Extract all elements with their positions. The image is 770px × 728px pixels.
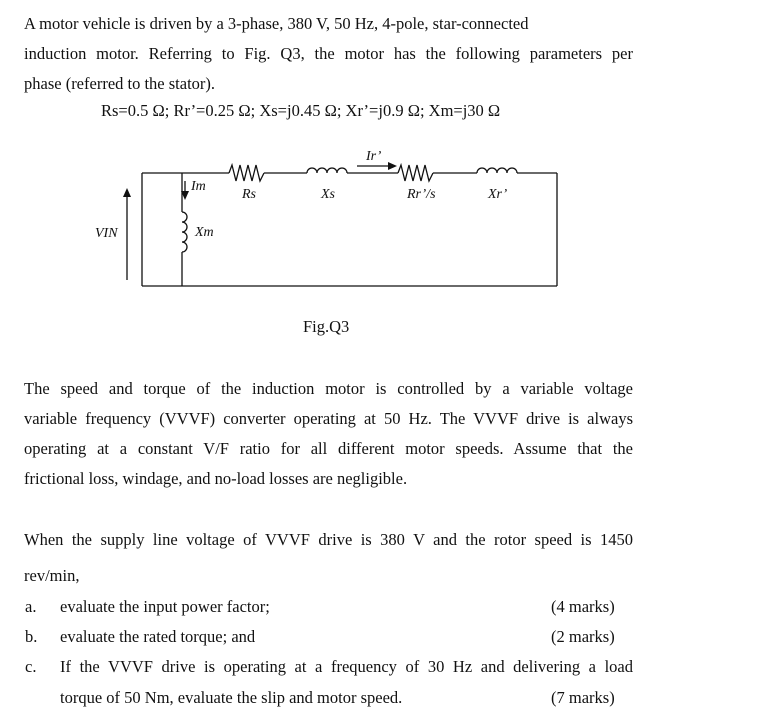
xr-inductor-icon — [477, 168, 517, 173]
xm-inductor-icon — [182, 212, 187, 252]
xr-label: Xr’ — [488, 187, 508, 202]
question-a-letter: a. — [25, 597, 37, 616]
speed-line-2: variable frequency (VVVF) converter operating at 50 Hz. The VVVF drive is always — [24, 409, 633, 428]
vin-label: VIN — [95, 226, 118, 241]
question-a-marks: (4 marks) — [551, 597, 615, 616]
speed-line-1: The speed and torque of the induction motor is controlled by a variable voltage — [24, 379, 633, 398]
parameter-list: Rs=0.5 Ω; Rr’=0.25 Ω; Xs=j0.45 Ω; Xr’=j0.9 Ω; Xm=j30 Ω — [101, 101, 501, 120]
xs-inductor-icon — [307, 168, 347, 173]
speed-line-3: operating at a constant V/F ratio for all different motor speeds. Assume that the — [24, 439, 633, 458]
condition-line-2: rev/min, — [24, 566, 80, 585]
question-b-marks: (2 marks) — [551, 627, 615, 646]
question-b-text: evaluate the rated torque; and — [60, 627, 256, 646]
condition-line-1: When the supply line voltage of VVVF drive is 380 V and the rotor speed is 1450 — [24, 530, 633, 549]
figure-caption: Fig.Q3 — [303, 317, 350, 336]
im-label: Im — [191, 179, 206, 194]
rs-label: Rs — [242, 187, 256, 202]
xm-label: Xm — [195, 225, 214, 240]
intro-line-2: induction motor. Referring to Fig. Q3, the motor has the following parameters per — [24, 44, 633, 63]
question-c-text-2: torque of 50 Nm, evaluate the slip and motor speed. — [60, 688, 403, 707]
question-c-marks: (7 marks) — [551, 688, 615, 707]
question-a-text: evaluate the input power factor; — [60, 597, 270, 616]
rr-resistor-icon — [398, 165, 433, 181]
intro-line-1: A motor vehicle is driven by a 3-phase, 380 V, 50 Hz, 4-pole, star-connected — [24, 14, 529, 33]
xs-label: Xs — [321, 187, 335, 202]
question-c-letter: c. — [25, 657, 37, 676]
ir-label: Ir’ — [366, 149, 382, 164]
rs-resistor-icon — [229, 165, 264, 181]
equivalent-circuit-diagram — [0, 0, 770, 330]
speed-line-4: frictional loss, windage, and no-load losses are negligible. — [24, 469, 408, 488]
question-b-letter: b. — [25, 627, 38, 646]
rr-label: Rr’/s — [407, 187, 436, 202]
intro-line-3: phase (referred to the stator). — [24, 74, 216, 93]
question-c-text: If the VVVF drive is operating at a frequency of 30 Hz and delivering a load — [60, 657, 633, 676]
